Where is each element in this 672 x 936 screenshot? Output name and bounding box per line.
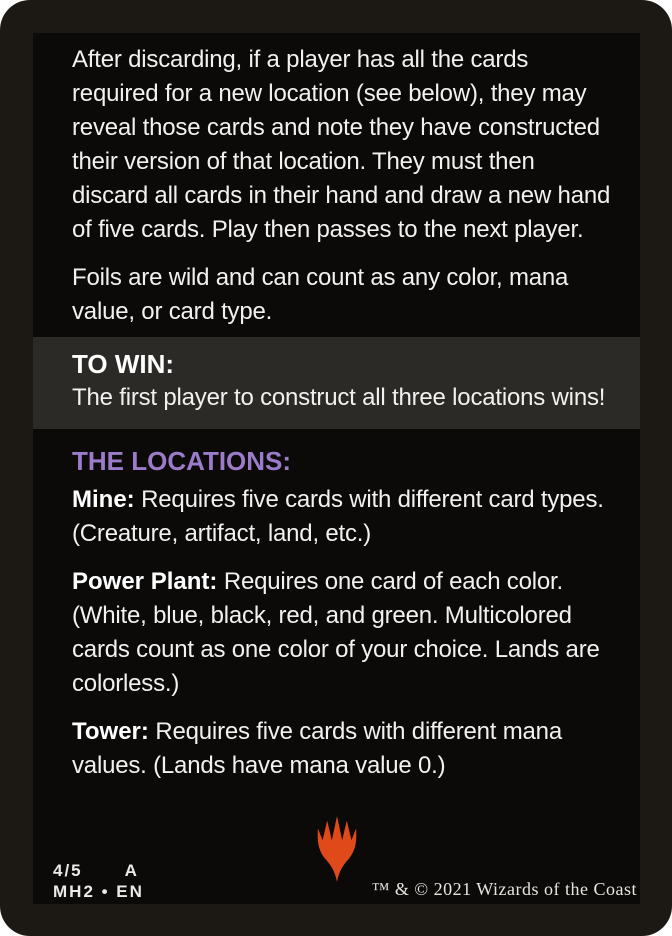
location-mine-term: Mine:: [72, 486, 135, 513]
location-mine-line1: [72, 483, 614, 517]
card-text-panel: [33, 33, 640, 904]
set-code: MH2 • EN: [53, 882, 144, 901]
rules-text-area: [33, 33, 640, 783]
collector-number-line: [53, 860, 144, 881]
location-entry-power-plant: [72, 565, 614, 701]
location-entry-tower: [72, 715, 614, 783]
location-mine-cont: (Creature, artifact, land, etc.): [72, 520, 372, 547]
location-mine-text: Requires five cards with different card types.: [141, 486, 604, 513]
location-power-plant-text: Requires one card of each color.: [223, 568, 563, 595]
to-win-section: [33, 337, 640, 429]
planeswalker-icon: [310, 816, 364, 884]
location-tower-text: Requires five cards with different mana: [155, 718, 562, 745]
to-win-text: The first player to construct all three locations wins!: [72, 384, 606, 411]
copyright-line: ™ & © 2021 Wizards of the Coast: [371, 879, 637, 899]
collector-info: [53, 860, 144, 902]
location-entry-mine: [72, 483, 614, 551]
locations-heading: THE LOCATIONS:: [72, 446, 292, 476]
rules-paragraph-discarding: After discarding, if a player has all the cards required for a new location (see below), they may reveal those cards and note they have constructed their version of that location. They must then discard all cards in their hand and draw a new hand of five cards. Play then passes to the next player.: [72, 46, 611, 243]
to-win-heading: TO WIN:: [72, 349, 175, 379]
location-tower-line1: [72, 715, 614, 749]
rules-paragraph-foils: Foils are wild and can count as any color, mana value, or card type.: [72, 264, 569, 325]
collector-number: 4/5: [53, 861, 83, 880]
location-power-plant-term: Power Plant:: [72, 568, 218, 595]
location-power-plant-cont: (White, blue, black, red, and green. Multicolored cards count as one color of your choice. Lands are colorless.): [72, 602, 600, 697]
rarity-letter: A: [124, 861, 139, 880]
location-power-plant-line1: [72, 565, 614, 599]
location-tower-cont: values. (Lands have mana value 0.): [72, 752, 446, 779]
location-tower-term: Tower:: [72, 718, 149, 745]
